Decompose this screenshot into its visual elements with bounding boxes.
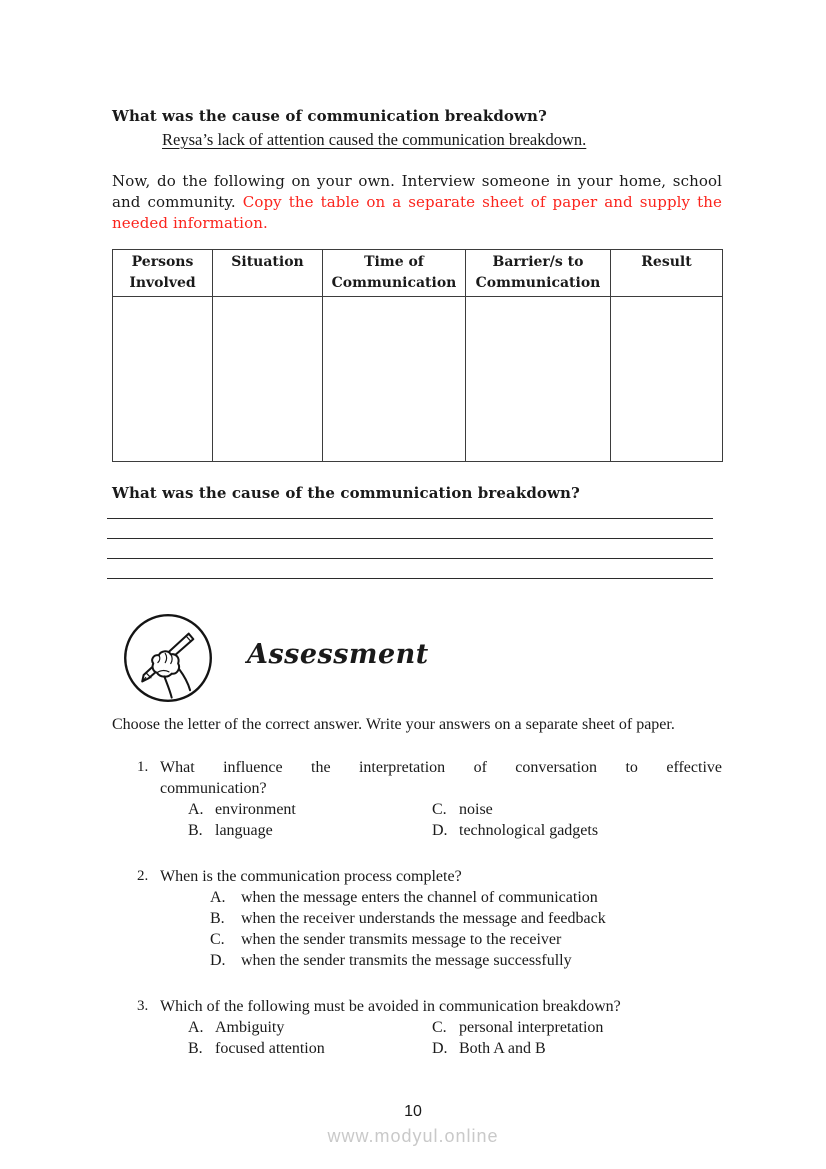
question-1-text-line2: communication? [160, 780, 267, 797]
heading-cause-breakdown: What was the cause of communication breakdown? [112, 107, 547, 125]
intro-text-black: Now, do the following on your own. Interview someone in your home, school and community. [112, 172, 722, 211]
option-3b: B. focused attention [188, 1040, 325, 1057]
intro-text-red: Copy the table on a separate sheet of paper and supply the needed information. [112, 193, 722, 232]
blank-cell [611, 297, 723, 462]
watermark: www.modyul.online [327, 1126, 499, 1146]
page-number: 10 [404, 1103, 422, 1120]
hand-writing-pencil-icon [122, 612, 214, 704]
option-2b: B. when the receiver understands the message and feedback [210, 910, 606, 927]
sample-answer: Reysa’s lack of attention caused the communication breakdown. [162, 130, 587, 149]
option-3d: D. Both A and B [432, 1040, 546, 1057]
option-1d: D. technological gadgets [432, 822, 599, 839]
blank-cell [466, 297, 611, 462]
question-1-options [160, 799, 722, 841]
page-footer [0, 1103, 826, 1147]
question-3-options [160, 1017, 722, 1059]
intro-paragraph [112, 171, 722, 234]
blank-cell [213, 297, 323, 462]
question-3-text: Which of the following must be avoided in communication breakdown? [160, 998, 621, 1015]
interview-table [112, 249, 723, 462]
col-header-barriers-to-communication: Barrier/s to Communication [466, 250, 611, 297]
question-3 [112, 996, 722, 1059]
option-2a: A. when the message enters the channel of communication [210, 889, 598, 906]
blank-cell [323, 297, 466, 462]
option-1a: A. environment [188, 801, 296, 818]
col-header-result: Result [611, 250, 723, 297]
question-1-text-line1: What influence the interpretation of conversation to effective [160, 759, 722, 776]
col-header-time-of-communication: Time of Communication [323, 250, 466, 297]
assessment-instruction: Choose the letter of the correct answer. Write your answers on a separate sheet of paper. [112, 716, 675, 733]
assessment-header [112, 612, 722, 704]
table-blank-row [113, 297, 723, 462]
option-3a: A. Ambiguity [188, 1019, 285, 1036]
col-header-persons-involved: Persons Involved [113, 250, 213, 297]
option-2c: C. when the sender transmits message to the receiver [210, 931, 562, 948]
answer-blank-line [107, 503, 713, 519]
option-3c: C. personal interpretation [432, 1019, 604, 1036]
question-1-number: 1. [137, 759, 149, 775]
question-3-number: 3. [137, 998, 149, 1014]
question-2-options [210, 887, 722, 971]
question-2 [112, 866, 722, 971]
answer-blank-line [107, 559, 713, 579]
option-1c: C. noise [432, 801, 493, 818]
heading-question: What was the cause of the communication breakdown? [112, 484, 580, 502]
answer-blank-line [107, 519, 713, 539]
question-1 [112, 757, 722, 841]
question-2-number: 2. [137, 868, 149, 884]
option-2d: D. when the sender transmits the message successfully [210, 952, 572, 969]
table-header-row [113, 250, 723, 297]
col-header-situation: Situation [213, 250, 323, 297]
question-2-text: When is the communication process complete? [160, 868, 462, 885]
option-1b: B. language [188, 822, 273, 839]
assessment-title: Assessment [247, 638, 429, 670]
answer-blank-line [107, 539, 713, 559]
blank-cell [113, 297, 213, 462]
answer-blank-lines [112, 503, 722, 579]
